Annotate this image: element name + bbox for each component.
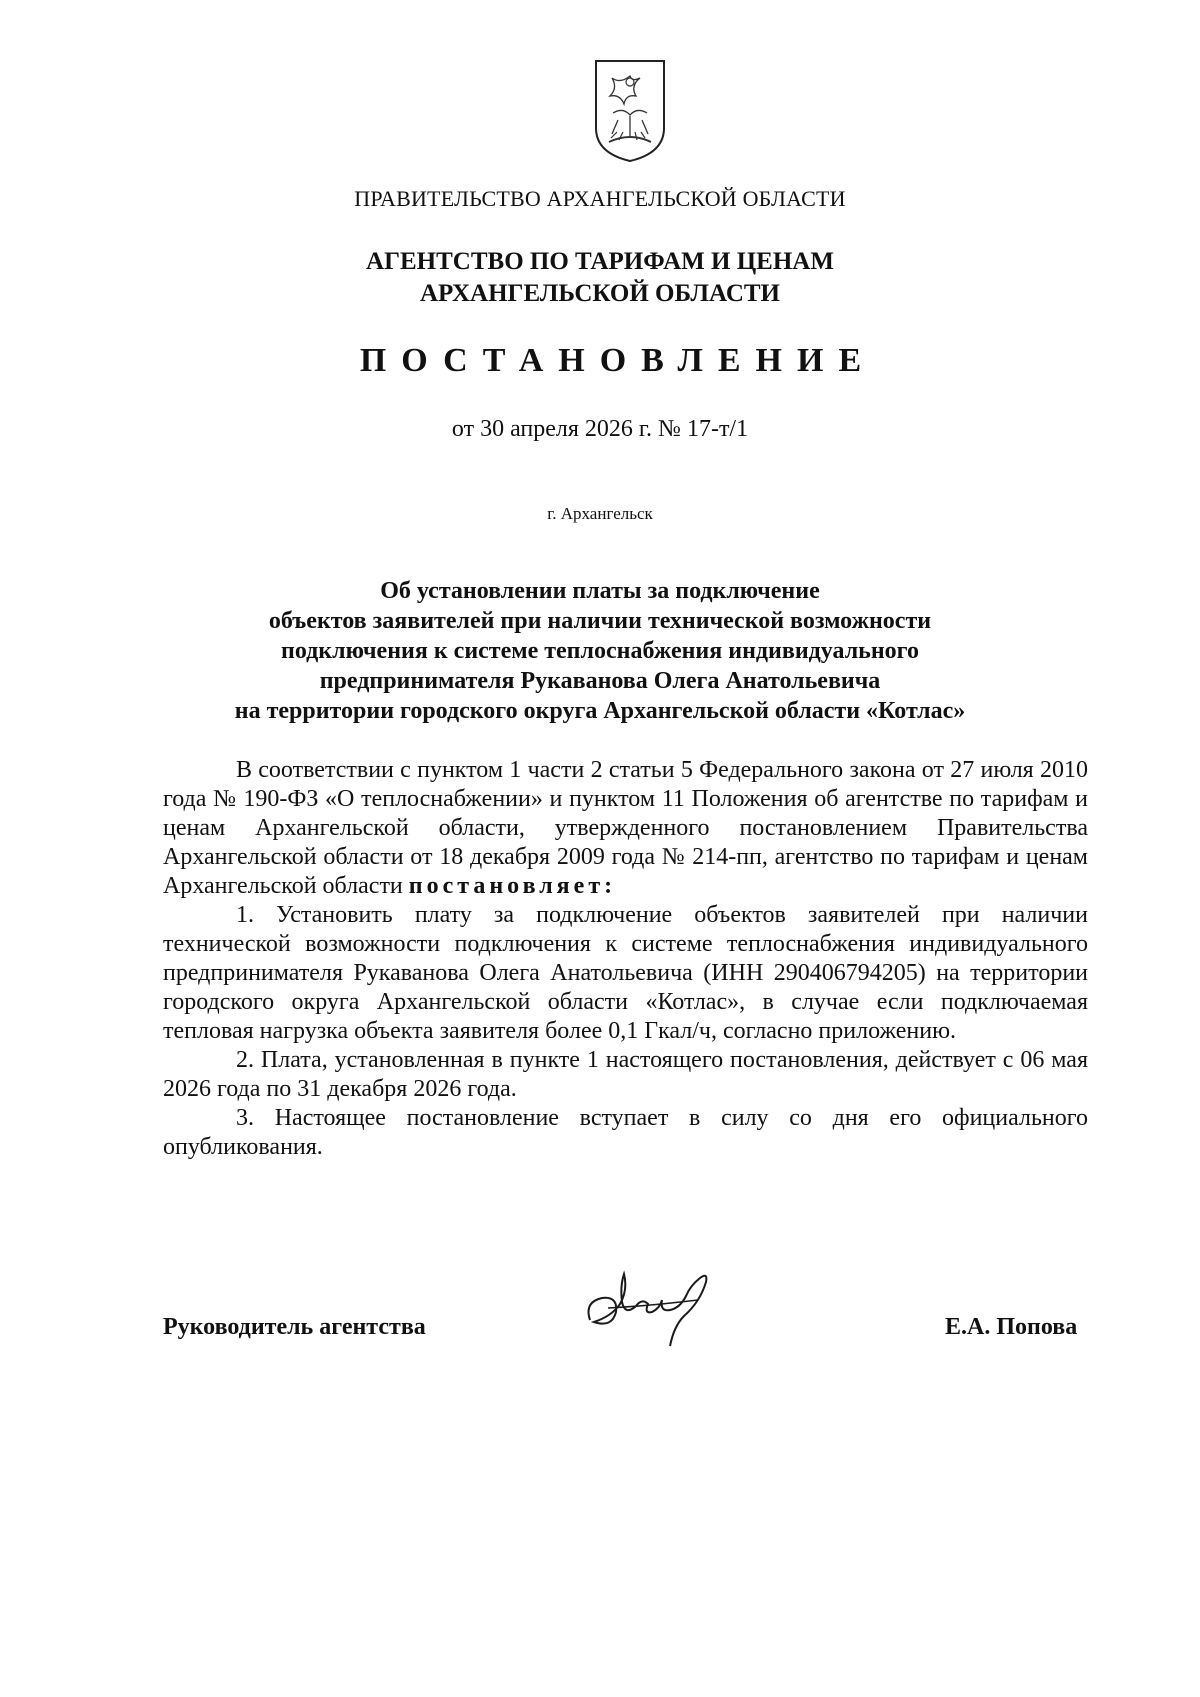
subject-line: Об установлении платы за подключение [380,578,820,604]
preamble-text: В соответствии с пунктом 1 части 2 статьи 5 Федерального закона от 27 июля 2010 года № 190-ФЗ «О теплоснабжении» и пунктом 11 Положения об агентстве по тарифам и ценам Архангельской области, утвержденного постановлением Правительства Архангельской области от 18 декабря 2009 года № 214-пп, агентство по тарифам и ценам Архангельской области [163,757,1088,899]
decree-item-2: 2. Плата, установленная в пункте 1 настоящего постановления, действует с 06 мая 2026 года по 31 декабря 2026 года. [163,1047,1088,1102]
document-body [163,756,1088,1162]
coat-of-arms-icon [593,58,667,164]
handwritten-signature [578,1250,778,1360]
subject-line: объектов заявителей при наличии технической возможности [268,608,932,634]
decree-item-3: 3. Настоящее постановление вступает в силу со дня его официального опубликования. [163,1105,1088,1160]
decree-item-1: 1. Установить плату за подключение объектов заявителей при наличии технической возможности подключения к системе теплоснабжения индивидуального предпринимателя Рукаванова Олега Анатольевича (ИНН 290406794205) на территории городского округа Архангельской области «Котлас», в случае если подключаемая тепловая нагрузка объекта заявителя более 0,1 Гкал/ч, согласно приложению. [163,902,1088,1044]
agency-name [0,246,1200,310]
subject-line: предпринимателя Рукаванова Олега Анатольевича [319,668,881,694]
document-subject [0,576,1200,726]
subject-line: на территории городского округа Архангельской области «Котлас» [234,698,966,724]
signatory-title: Руководитель агентства [163,1314,426,1340]
document-city: г. Архангельск [547,504,653,523]
agency-name-line: АРХАНГЕЛЬСКОЙ ОБЛАСТИ [420,280,780,307]
document-date-number: от 30 апреля 2026 г. № 17-т/1 [451,416,749,442]
subject-line: подключения к системе теплоснабжения индивидуального [281,638,919,664]
preamble-paragraph [163,756,1088,901]
document-type-title: ПОСТАНОВЛЕНИЕ [359,342,877,379]
agency-name-line: АГЕНТСТВО ПО ТАРИФАМ И ЦЕНАМ [366,248,834,275]
signatory-name: Е.А. Попова [945,1314,1078,1340]
decrees-word: постановляет: [408,873,617,899]
government-name: ПРАВИТЕЛЬСТВО АРХАНГЕЛЬСКОЙ ОБЛАСТИ [354,186,846,211]
